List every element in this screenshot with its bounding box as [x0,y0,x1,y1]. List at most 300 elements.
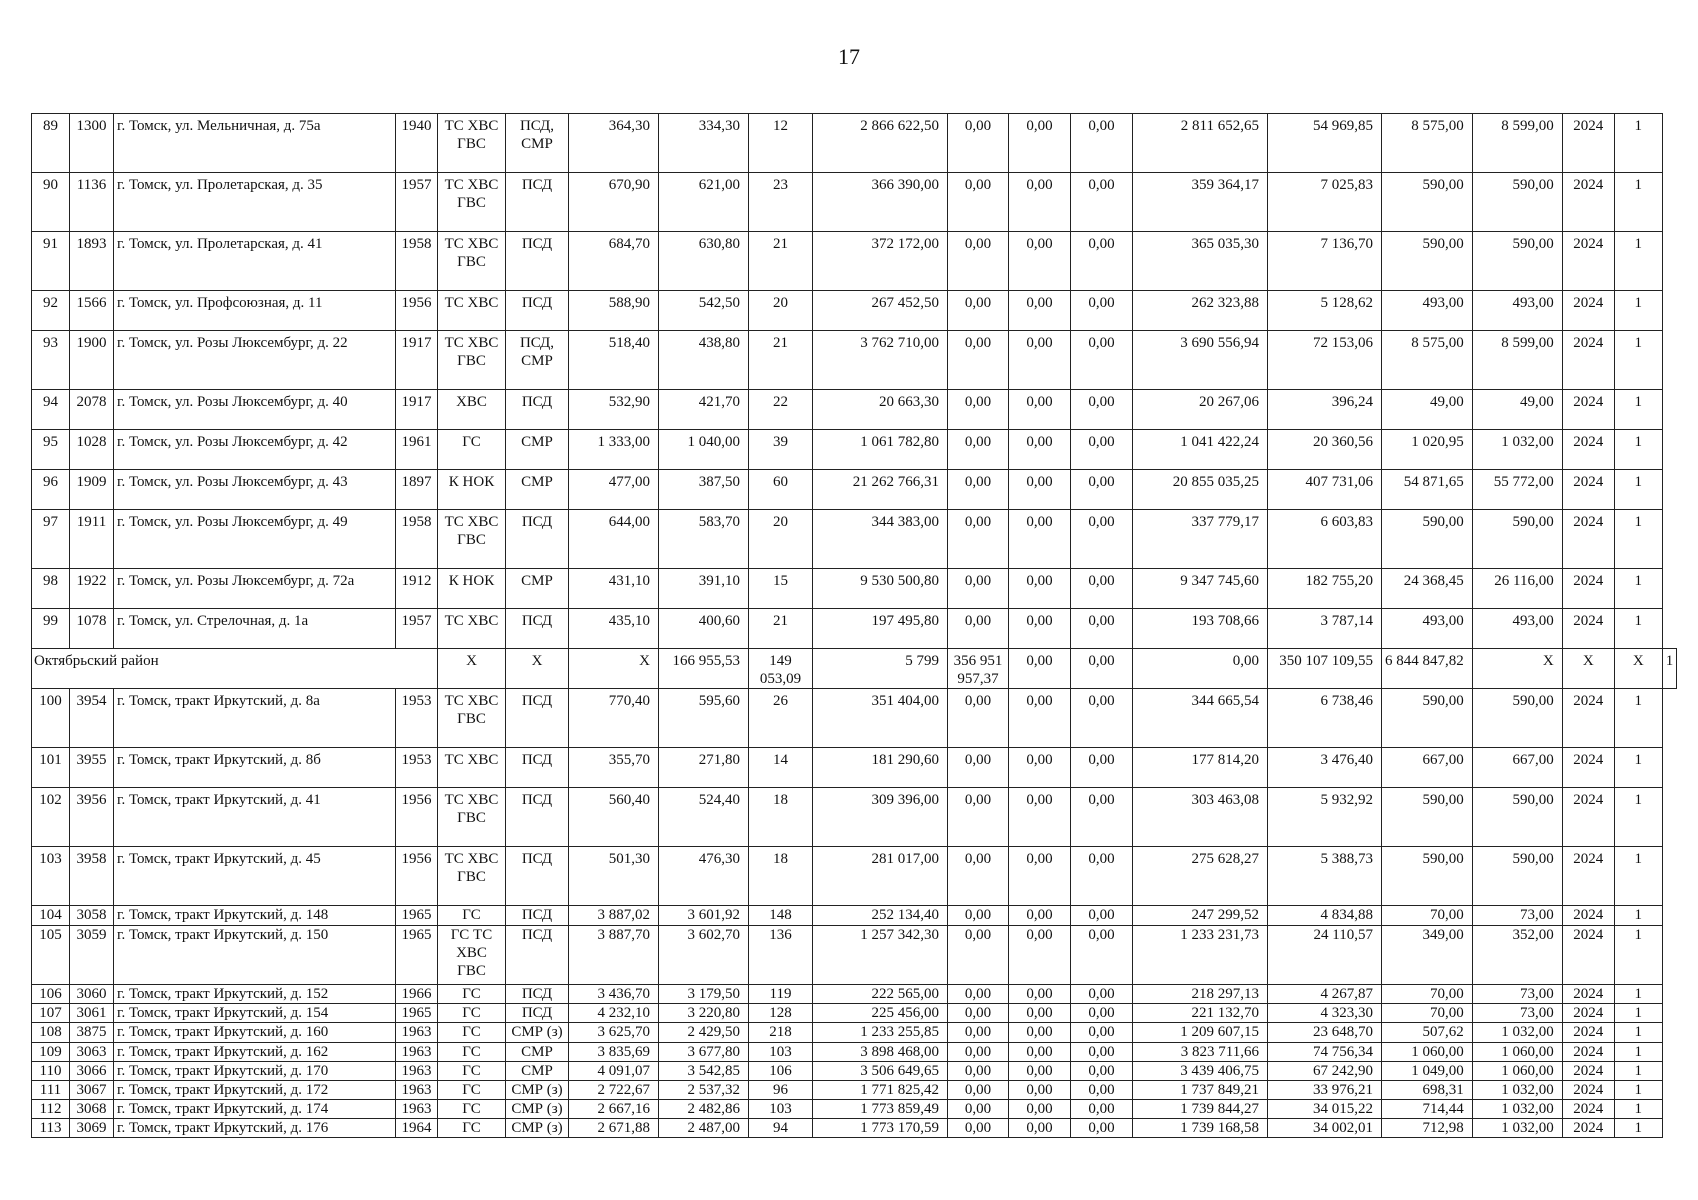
cell-unit-cost: 49,00 [1382,390,1473,430]
cell-cost-fund-federal: 0,00 [948,232,1009,291]
cell-cost-owners-fund: 1 739 168,58 [1133,1119,1268,1138]
cell-living-area: 3 677,80 [659,1043,749,1062]
cell-planned-year: 2024 [1562,331,1614,390]
cell-residents: 20 [749,291,813,331]
cell-systems: ГС ТС ХВС ГВС [438,926,506,985]
cell-residents: 60 [749,470,813,510]
cell-row-number: 103 [32,847,70,906]
cell-residents: 39 [749,430,813,470]
table-row [32,1004,1677,1023]
cell-cost-fund-local: 0,00 [1071,291,1133,331]
cell-cost-other: 4 323,30 [1268,1004,1382,1023]
cell-living-area: 438,80 [659,331,749,390]
cell-house-id: 1300 [70,114,114,173]
cell-unit-cost: 6 844 847,82 [1382,649,1473,689]
cell-cost-fund-federal: 0,00 [948,1081,1009,1100]
cell-planned-year: 2024 [1562,569,1614,609]
cell-max-unit-cost: 590,00 [1472,232,1562,291]
cell-cost-fund-local: 0,00 [1071,649,1133,689]
cell-cost-fund-region: 0,00 [1009,1100,1071,1119]
cell-cost-fund-local: 0,00 [1071,1004,1133,1023]
cell-address: г. Томск, ул. Розы Люксембург, д. 42 [114,430,396,470]
cell-cost-fund-region: 0,00 [1009,985,1071,1004]
cell-cost-fund-region: 0,00 [1009,1004,1071,1023]
cell-residents: 22 [749,390,813,430]
cell-total-cost: 1 257 342,30 [813,926,948,985]
cell-living-area: 1 040,00 [659,430,749,470]
cell-work-type: ПСД, СМР [506,331,569,390]
cell-systems: ГС [438,1100,506,1119]
cell-work-type: ПСД [506,985,569,1004]
cell-cost-other: 5 388,73 [1268,847,1382,906]
cell-cost-owners-fund: 193 708,66 [1133,609,1268,649]
cell-total-cost: 5 799 [813,649,948,689]
cell-house-id: 1893 [70,232,114,291]
cell-planned-year: 2024 [1562,689,1614,748]
cell-residents: 149 053,09 [749,649,813,689]
cell-work-type: ПСД [506,689,569,748]
cell-row-number: 111 [32,1081,70,1100]
cell-total-cost: 225 456,00 [813,1004,948,1023]
cell-year-built: 1957 [396,173,438,232]
cell-planned-year: 2024 [1562,788,1614,847]
cell-total-cost: 1 061 782,80 [813,430,948,470]
cell-row-number: 93 [32,331,70,390]
cell-total-cost: 20 663,30 [813,390,948,430]
cell-systems: ТС ХВС ГВС [438,331,506,390]
cell-total-cost: 3 762 710,00 [813,331,948,390]
cell-planned-year: 2024 [1562,847,1614,906]
cell-residents: 106 [749,1062,813,1081]
cell-year-built: 1956 [396,788,438,847]
cell-method: 1 [1614,788,1662,847]
cell-living-area: 630,80 [659,232,749,291]
cell-method: 1 [1614,1004,1662,1023]
cell-residents: 15 [749,569,813,609]
cell-unit-cost: 54 871,65 [1382,470,1473,510]
cell-total-area: 477,00 [569,470,659,510]
cell-total-area: 3 835,69 [569,1043,659,1062]
cell-cost-owners-fund: 262 323,88 [1133,291,1268,331]
page-number: 17 [838,44,860,69]
cell-address: г. Томск, тракт Иркутский, д. 174 [114,1100,396,1119]
cell-living-area: 3 179,50 [659,985,749,1004]
cell-planned-year: 2024 [1562,1004,1614,1023]
cell-total-area: Х [569,649,659,689]
cell-unit-cost: 349,00 [1382,926,1473,985]
cell-unit-cost: 590,00 [1382,510,1473,569]
cell-residents: 148 [749,906,813,926]
cell-living-area: 2 429,50 [659,1023,749,1043]
cell-year-built: 1963 [396,1043,438,1062]
cell-living-area: 391,10 [659,569,749,609]
cell-address: г. Томск, ул. Пролетарская, д. 35 [114,173,396,232]
table-row [32,1100,1677,1119]
cell-address: г. Томск, тракт Иркутский, д. 8б [114,748,396,788]
cell-cost-fund-local: 0,00 [1071,1043,1133,1062]
cell-cost-fund-region: 0,00 [1009,331,1071,390]
cell-work-type: СМР [506,470,569,510]
cell-address: г. Томск, ул. Стрелочная, д. 1а [114,609,396,649]
cell-cost-fund-region: 0,00 [1009,926,1071,985]
cell-total-cost: 21 262 766,31 [813,470,948,510]
cell-row-number: 112 [32,1100,70,1119]
cell-cost-other: 74 756,34 [1268,1043,1382,1062]
cell-unit-cost: 493,00 [1382,609,1473,649]
cell-max-unit-cost: 1 032,00 [1472,1081,1562,1100]
cell-total-cost: 222 565,00 [813,985,948,1004]
cell-unit-cost: 1 049,00 [1382,1062,1473,1081]
cell-cost-owners-fund: 177 814,20 [1133,748,1268,788]
cell-max-unit-cost: 73,00 [1472,1004,1562,1023]
cell-unit-cost: 590,00 [1382,689,1473,748]
cell-cost-owners-fund: 359 364,17 [1133,173,1268,232]
cell-method: 1 [1614,470,1662,510]
cell-total-cost: 267 452,50 [813,291,948,331]
cell-year-built: 1963 [396,1081,438,1100]
cell-residents: 21 [749,609,813,649]
cell-cost-fund-region: 0,00 [1009,689,1071,748]
cell-cost-other: 24 110,57 [1268,926,1382,985]
cell-cost-fund-local: 0,00 [1071,689,1133,748]
cell-max-unit-cost: Х [1472,649,1562,689]
cell-cost-owners-fund: 337 779,17 [1133,510,1268,569]
cell-house-id: 1922 [70,569,114,609]
cell-cost-fund-federal: 0,00 [948,569,1009,609]
cell-year-built: 1965 [396,926,438,985]
cell-year-built: 1961 [396,430,438,470]
cell-address: г. Томск, тракт Иркутский, д. 41 [114,788,396,847]
cell-systems: ГС [438,1081,506,1100]
cell-cost-fund-region: 0,00 [1009,569,1071,609]
cell-cost-other: 396,24 [1268,390,1382,430]
cell-house-id: 3067 [70,1081,114,1100]
cell-address: г. Томск, ул. Розы Люксембург, д. 22 [114,331,396,390]
table-row [32,609,1677,649]
cell-work-type: Х [506,649,569,689]
cell-total-cost: 181 290,60 [813,748,948,788]
cell-total-area: 2 722,67 [569,1081,659,1100]
cell-cost-owners-fund: 0,00 [1133,649,1268,689]
cell-address: г. Томск, ул. Розы Люксембург, д. 72а [114,569,396,609]
cell-unit-cost: 590,00 [1382,847,1473,906]
cell-systems: ТС ХВС [438,291,506,331]
cell-cost-fund-region: 0,00 [1009,1062,1071,1081]
cell-year-built: 1897 [396,470,438,510]
cell-address: г. Томск, тракт Иркутский, д. 170 [114,1062,396,1081]
cell-house-id: 3958 [70,847,114,906]
cell-address: г. Томск, тракт Иркутский, д. 152 [114,985,396,1004]
repair-program-table [31,113,1677,1138]
cell-cost-fund-local: 0,00 [1071,985,1133,1004]
cell-unit-cost: 590,00 [1382,232,1473,291]
cell-cost-fund-local: 0,00 [1071,906,1133,926]
table-row [32,788,1677,847]
cell-cost-fund-region: 0,00 [1009,609,1071,649]
cell-method: 1 [1614,609,1662,649]
cell-address: г. Томск, ул. Мельничная, д. 75а [114,114,396,173]
cell-cost-fund-region: 0,00 [1009,748,1071,788]
cell-living-area: 2 482,86 [659,1100,749,1119]
cell-residents: 96 [749,1081,813,1100]
cell-living-area: 542,50 [659,291,749,331]
cell-cost-other: 33 976,21 [1268,1081,1382,1100]
cell-total-cost: 344 383,00 [813,510,948,569]
cell-row-number: 102 [32,788,70,847]
cell-max-unit-cost: 73,00 [1472,985,1562,1004]
cell-cost-fund-local: 0,00 [1071,788,1133,847]
cell-work-type: СМР (з) [506,1119,569,1138]
cell-total-cost: 2 866 622,50 [813,114,948,173]
cell-planned-year: 2024 [1562,1043,1614,1062]
cell-cost-other: 5 128,62 [1268,291,1382,331]
cell-row-number: 101 [32,748,70,788]
cell-house-id: 3956 [70,788,114,847]
cell-planned-year: 2024 [1562,510,1614,569]
cell-total-area: 518,40 [569,331,659,390]
cell-max-unit-cost: 1 032,00 [1472,1023,1562,1043]
cell-total-area: 3 436,70 [569,985,659,1004]
cell-total-cost: 372 172,00 [813,232,948,291]
cell-total-area: 2 671,88 [569,1119,659,1138]
cell-residents: 23 [749,173,813,232]
table-row [32,390,1677,430]
cell-cost-fund-region: 0,00 [1009,390,1071,430]
cell-total-area: 4 232,10 [569,1004,659,1023]
cell-systems: ГС [438,1023,506,1043]
cell-living-area: 334,30 [659,114,749,173]
cell-cost-owners-fund: 303 463,08 [1133,788,1268,847]
table-row [32,569,1677,609]
cell-method: 1 [1614,847,1662,906]
cell-living-area: 3 601,92 [659,906,749,926]
cell-address: г. Томск, тракт Иркутский, д. 172 [114,1081,396,1100]
cell-cost-fund-federal: 0,00 [948,510,1009,569]
cell-cost-fund-region: 0,00 [1009,114,1071,173]
cell-cost-other: 34 002,01 [1268,1119,1382,1138]
cell-cost-fund-federal: 0,00 [948,114,1009,173]
cell-address: г. Томск, ул. Розы Люксембург, д. 40 [114,390,396,430]
cell-address: г. Томск, ул. Розы Люксембург, д. 43 [114,470,396,510]
cell-systems: ГС [438,906,506,926]
cell-systems: ГС [438,1119,506,1138]
cell-cost-fund-federal: 0,00 [948,847,1009,906]
cell-row-number: 104 [32,906,70,926]
cell-total-cost: 351 404,00 [813,689,948,748]
cell-address: г. Томск, ул. Розы Люксембург, д. 49 [114,510,396,569]
table-row [32,985,1677,1004]
cell-address: г. Томск, тракт Иркутский, д. 150 [114,926,396,985]
cell-row-number: 98 [32,569,70,609]
cell-cost-owners-fund: 221 132,70 [1133,1004,1268,1023]
cell-cost-fund-federal: 0,00 [948,470,1009,510]
cell-row-number: 91 [32,232,70,291]
cell-work-type: СМР [506,569,569,609]
cell-work-type: СМР (з) [506,1081,569,1100]
cell-total-cost: 3 898 468,00 [813,1043,948,1062]
cell-systems: ТС ХВС ГВС [438,847,506,906]
cell-total-area: 355,70 [569,748,659,788]
cell-row-number: 94 [32,390,70,430]
cell-planned-year: 2024 [1562,748,1614,788]
cell-cost-fund-local: 0,00 [1071,1119,1133,1138]
cell-cost-fund-local: 0,00 [1071,609,1133,649]
cell-work-type: ПСД [506,788,569,847]
cell-total-area: 3 887,70 [569,926,659,985]
cell-year-built: 1963 [396,1062,438,1081]
cell-work-type: СМР [506,1062,569,1081]
cell-cost-other: 4 834,88 [1268,906,1382,926]
cell-row-number: 110 [32,1062,70,1081]
cell-method: 1 [1614,331,1662,390]
cell-address: г. Томск, ул. Пролетарская, д. 41 [114,232,396,291]
cell-residents: 20 [749,510,813,569]
cell-work-type: СМР (з) [506,1023,569,1043]
cell-year-built: 1953 [396,748,438,788]
cell-max-unit-cost: 8 599,00 [1472,331,1562,390]
cell-cost-fund-federal: 0,00 [948,1100,1009,1119]
cell-cost-owners-fund: 1 737 849,21 [1133,1081,1268,1100]
cell-systems: ГС [438,430,506,470]
cell-cost-fund-region: 0,00 [1009,470,1071,510]
cell-cost-other: 6 603,83 [1268,510,1382,569]
cell-total-area: 435,10 [569,609,659,649]
cell-systems: ГС [438,1004,506,1023]
cell-unit-cost: 698,31 [1382,1081,1473,1100]
cell-row-number: 100 [32,689,70,748]
cell-cost-fund-federal: 0,00 [948,1023,1009,1043]
cell-cost-fund-local: 0,00 [1071,1062,1133,1081]
cell-living-area: 3 602,70 [659,926,749,985]
cell-cost-fund-region: 0,00 [1009,232,1071,291]
cell-year-built: 1956 [396,291,438,331]
cell-method: 1 [1614,1081,1662,1100]
cell-total-cost: 197 495,80 [813,609,948,649]
table-row [32,430,1677,470]
cell-row-number: 109 [32,1043,70,1062]
cell-max-unit-cost: 1 032,00 [1472,1100,1562,1119]
cell-house-id: 3060 [70,985,114,1004]
cell-method: 1 [1614,926,1662,985]
cell-planned-year: 2024 [1562,609,1614,649]
cell-method: 1 [1614,906,1662,926]
table-row [32,1119,1677,1138]
cell-systems: ГС [438,985,506,1004]
cell-method: 1 [1614,510,1662,569]
cell-unit-cost: 8 575,00 [1382,114,1473,173]
cell-row-number: 113 [32,1119,70,1138]
cell-living-area: 583,70 [659,510,749,569]
cell-residents: 119 [749,985,813,1004]
cell-systems: ТС ХВС [438,609,506,649]
cell-planned-year: 2024 [1562,291,1614,331]
cell-planned-year: 2024 [1562,906,1614,926]
cell-address: г. Томск, тракт Иркутский, д. 8а [114,689,396,748]
table-row [32,291,1677,331]
cell-address: г. Томск, тракт Иркутский, д. 162 [114,1043,396,1062]
cell-residents: 18 [749,788,813,847]
cell-cost-owners-fund: 20 855 035,25 [1133,470,1268,510]
cell-cost-other: 5 932,92 [1268,788,1382,847]
cell-cost-fund-federal: 0,00 [948,788,1009,847]
cell-cost-other: 34 015,22 [1268,1100,1382,1119]
cell-total-cost: 3 506 649,65 [813,1062,948,1081]
cell-max-unit-cost: 590,00 [1472,510,1562,569]
cell-max-unit-cost: 26 116,00 [1472,569,1562,609]
cell-house-id: 1900 [70,331,114,390]
cell-house-id: 3061 [70,1004,114,1023]
cell-address: г. Томск, тракт Иркутский, д. 45 [114,847,396,906]
cell-year-built: 1964 [396,1119,438,1138]
cell-cost-other: 6 738,46 [1268,689,1382,748]
cell-planned-year: 2024 [1562,985,1614,1004]
district-name: Октябрьский район [32,649,438,689]
cell-house-id: 3955 [70,748,114,788]
cell-cost-other: 350 107 109,55 [1268,649,1382,689]
cell-work-type: ПСД [506,390,569,430]
cell-total-area: 4 091,07 [569,1062,659,1081]
cell-cost-fund-region: 0,00 [1009,291,1071,331]
cell-method: 1 [1614,390,1662,430]
cell-row-number: 90 [32,173,70,232]
cell-cost-other: 3 476,40 [1268,748,1382,788]
cell-unit-cost: 667,00 [1382,748,1473,788]
cell-method: 1 [1614,1043,1662,1062]
cell-cost-other: 20 360,56 [1268,430,1382,470]
cell-work-type: СМР [506,1043,569,1062]
cell-unit-cost: 712,98 [1382,1119,1473,1138]
table-row [32,1023,1677,1043]
cell-cost-fund-federal: 0,00 [948,748,1009,788]
cell-unit-cost: 70,00 [1382,1004,1473,1023]
cell-cost-other: 4 267,87 [1268,985,1382,1004]
cell-cost-owners-fund: 247 299,52 [1133,906,1268,926]
cell-cost-fund-local: 0,00 [1071,173,1133,232]
cell-method: 1 [1614,114,1662,173]
cell-total-cost: 1 773 170,59 [813,1119,948,1138]
cell-cost-owners-fund: 1 233 231,73 [1133,926,1268,985]
cell-row-number: 99 [32,609,70,649]
cell-systems: ТС ХВС ГВС [438,689,506,748]
cell-cost-fund-federal: 0,00 [948,291,1009,331]
table-row [32,173,1677,232]
cell-unit-cost: 1 020,95 [1382,430,1473,470]
cell-work-type: ПСД [506,291,569,331]
cell-unit-cost: 590,00 [1382,173,1473,232]
cell-systems: ТС ХВС [438,748,506,788]
cell-systems: ГС [438,1062,506,1081]
cell-unit-cost: 590,00 [1382,788,1473,847]
table-row [32,470,1677,510]
cell-cost-fund-local: 0,00 [1071,510,1133,569]
cell-cost-fund-federal: 0,00 [948,609,1009,649]
cell-house-id: 3069 [70,1119,114,1138]
cell-cost-fund-federal: 0,00 [948,1119,1009,1138]
cell-cost-fund-region: 0,00 [1009,906,1071,926]
cell-house-id: 1911 [70,510,114,569]
cell-total-cost: 252 134,40 [813,906,948,926]
cell-planned-year: 2024 [1562,1023,1614,1043]
cell-house-id: 3059 [70,926,114,985]
cell-systems: ГС [438,1043,506,1062]
cell-year-built: 1912 [396,569,438,609]
table-row [32,114,1677,173]
cell-max-unit-cost: 1 032,00 [1472,430,1562,470]
cell-living-area: 595,60 [659,689,749,748]
cell-cost-owners-fund: 3 823 711,66 [1133,1043,1268,1062]
cell-max-unit-cost: 8 599,00 [1472,114,1562,173]
cell-systems: К НОК [438,569,506,609]
